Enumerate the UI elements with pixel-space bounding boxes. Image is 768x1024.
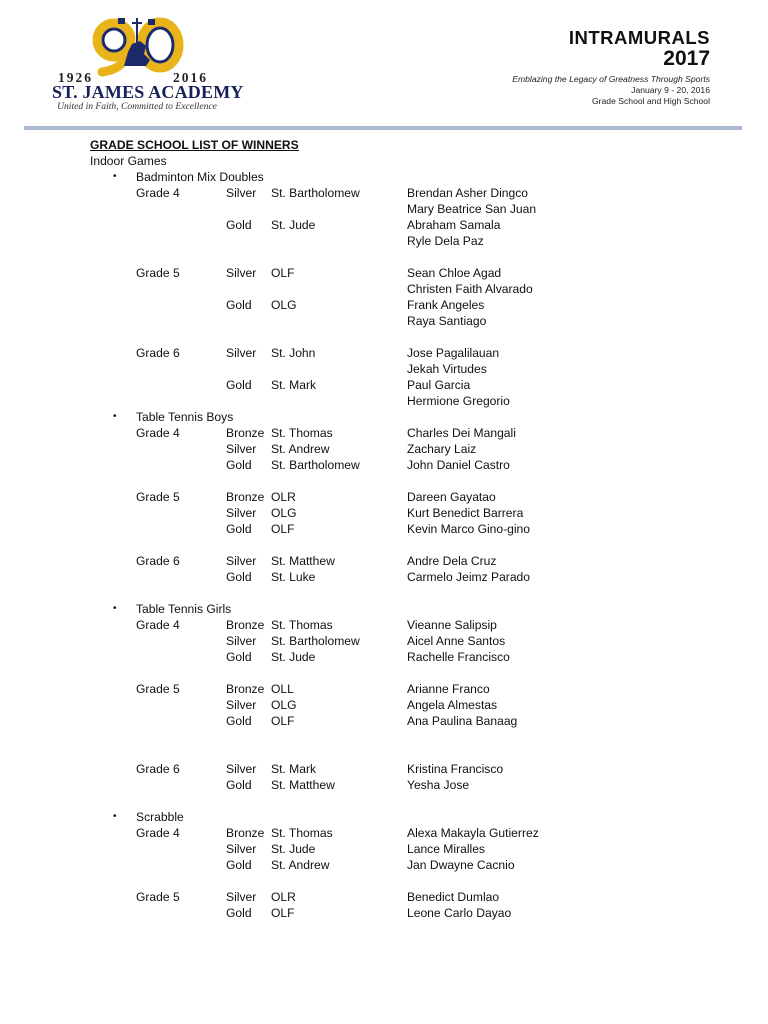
player-name: Ryle Dela Paz [407, 234, 484, 248]
result-row [0, 313, 768, 329]
bullet-icon: • [113, 811, 117, 822]
medal: Bronze [226, 826, 265, 840]
team: St. Thomas [271, 618, 333, 632]
player-name: Charles Dei Mangali [407, 426, 516, 440]
spacer [0, 729, 768, 761]
event-tagline: Emblazing the Legacy of Greatness Through Sports [512, 74, 710, 84]
player-name: Jan Dwayne Cacnio [407, 858, 515, 872]
player-name: John Daniel Castro [407, 458, 510, 472]
team: OLG [271, 298, 297, 312]
result-row [0, 361, 768, 377]
player-name: Angela Almestas [407, 698, 498, 712]
team: OLF [271, 522, 295, 536]
result-row [0, 185, 768, 201]
event-dates: January 9 - 20, 2016 [631, 85, 710, 95]
spacer [0, 473, 768, 489]
medal: Silver [226, 762, 257, 776]
team: St. Jude [271, 218, 316, 232]
player-name: Dareen Gayatao [407, 490, 496, 504]
team: St. Mark [271, 762, 317, 776]
grade-label: Grade 5 [136, 490, 180, 504]
grade-label: Grade 4 [136, 618, 180, 632]
medal: Gold [226, 858, 252, 872]
medal: Gold [226, 298, 252, 312]
team: OLF [271, 714, 295, 728]
player-name: Kristina Francisco [407, 762, 504, 776]
category-label: Indoor Games [90, 154, 167, 168]
medal: Silver [226, 346, 257, 360]
result-row [0, 217, 768, 233]
result-row [0, 521, 768, 537]
result-row [0, 377, 768, 393]
team: OLR [271, 890, 296, 904]
result-row [0, 457, 768, 473]
result-row [0, 889, 768, 905]
result-row [0, 345, 768, 361]
spacer [0, 329, 768, 345]
medal: Silver [226, 634, 257, 648]
category-line [0, 153, 768, 169]
event-heading [0, 169, 768, 185]
spacer [0, 537, 768, 553]
team: OLF [271, 266, 295, 280]
medal: Gold [226, 714, 252, 728]
result-row [0, 905, 768, 921]
page-header [0, 0, 768, 126]
player-name: Jekah Virtudes [407, 362, 487, 376]
logo-school-name: ST. JAMES ACADEMY [52, 82, 244, 102]
medal: Bronze [226, 426, 265, 440]
medal: Silver [226, 186, 257, 200]
event-info [512, 28, 710, 107]
team: St. Matthew [271, 554, 335, 568]
result-row [0, 825, 768, 841]
medal: Bronze [226, 490, 265, 504]
result-row [0, 441, 768, 457]
event-name: Scrabble [136, 810, 184, 824]
doc-title-line [0, 137, 768, 153]
medal: Gold [226, 218, 252, 232]
player-name: Leone Carlo Dayao [407, 906, 512, 920]
result-row [0, 681, 768, 697]
header-divider [24, 126, 742, 130]
player-name: Lance Miralles [407, 842, 485, 856]
event-heading [0, 601, 768, 617]
grade-label: Grade 6 [136, 554, 180, 568]
grade-label: Grade 5 [136, 682, 180, 696]
team: OLR [271, 490, 296, 504]
team: St. Mark [271, 378, 317, 392]
grade-label: Grade 6 [136, 346, 180, 360]
grade-label: Grade 4 [136, 186, 180, 200]
player-name: Sean Chloe Agad [407, 266, 502, 280]
medal: Silver [226, 266, 257, 280]
event-name: Table Tennis Boys [136, 410, 234, 424]
result-row [0, 617, 768, 633]
player-name: Brendan Asher Dingco [407, 186, 529, 200]
grade-label: Grade 5 [136, 266, 180, 280]
team: OLG [271, 506, 297, 520]
result-row [0, 777, 768, 793]
player-name: Carmelo Jeimz Parado [407, 570, 530, 584]
player-name: Vieanne Salipsip [407, 618, 497, 632]
player-name: Zachary Laiz [407, 442, 477, 456]
player-name: Kurt Benedict Barrera [407, 506, 524, 520]
spacer [0, 873, 768, 889]
team: OLG [271, 698, 297, 712]
result-row [0, 233, 768, 249]
player-name: Mary Beatrice San Juan [407, 202, 537, 216]
result-row [0, 761, 768, 777]
grade-label: Grade 5 [136, 890, 180, 904]
player-name: Paul Garcia [407, 378, 471, 392]
medal: Silver [226, 506, 257, 520]
spacer [0, 249, 768, 265]
player-name: Ana Paulina Banaag [407, 714, 518, 728]
logo-year-end: 2016 [173, 70, 208, 85]
team: St. Bartholomew [271, 458, 360, 472]
player-name: Alexa Makayla Gutierrez [407, 826, 539, 840]
player-name: Jose Pagalilauan [407, 346, 500, 360]
logo-motto: United in Faith, Committed to Excellence [57, 101, 217, 112]
team: St. Matthew [271, 778, 335, 792]
player-name: Hermione Gregorio [407, 394, 510, 408]
player-name: Raya Santiago [407, 314, 487, 328]
result-row [0, 425, 768, 441]
doc-title: GRADE SCHOOL LIST OF WINNERS [90, 138, 299, 152]
team: St. Thomas [271, 826, 333, 840]
result-row [0, 281, 768, 297]
result-row [0, 393, 768, 409]
grade-label: Grade 6 [136, 762, 180, 776]
medal: Gold [226, 522, 252, 536]
bullet-icon: • [113, 603, 117, 614]
result-row [0, 569, 768, 585]
medal: Bronze [226, 618, 265, 632]
school-logo [32, 14, 242, 116]
player-name: Andre Dela Cruz [407, 554, 497, 568]
winners-list [0, 137, 768, 921]
medal: Gold [226, 778, 252, 792]
medal: Silver [226, 442, 257, 456]
event-heading [0, 409, 768, 425]
team: St. Thomas [271, 426, 333, 440]
medal: Silver [226, 842, 257, 856]
logo-year-start: 1926 [58, 70, 93, 85]
player-name: Arianne Franco [407, 682, 490, 696]
player-name: Benedict Dumlao [407, 890, 500, 904]
result-row [0, 201, 768, 217]
result-row [0, 505, 768, 521]
player-name: Abraham Samala [407, 218, 501, 232]
result-row [0, 857, 768, 873]
team: OLL [271, 682, 294, 696]
event-heading [0, 809, 768, 825]
team: St. Andrew [271, 858, 330, 872]
event-name: Table Tennis Girls [136, 602, 232, 616]
medal: Silver [226, 890, 257, 904]
team: St. Jude [271, 842, 316, 856]
medal: Gold [226, 650, 252, 664]
team: St. John [271, 346, 316, 360]
result-row [0, 297, 768, 313]
result-row [0, 633, 768, 649]
result-row [0, 713, 768, 729]
medal: Gold [226, 570, 252, 584]
medal: Silver [226, 554, 257, 568]
medal: Gold [226, 458, 252, 472]
result-row [0, 489, 768, 505]
spacer [0, 793, 768, 809]
medal: Silver [226, 698, 257, 712]
bullet-icon: • [113, 171, 117, 182]
bullet-icon: • [113, 411, 117, 422]
medal: Gold [226, 378, 252, 392]
player-name: Rachelle Francisco [407, 650, 510, 664]
event-name: Badminton Mix Doubles [136, 170, 264, 184]
player-name: Aicel Anne Santos [407, 634, 506, 648]
spacer [0, 585, 768, 601]
event-year: 2017 [663, 47, 710, 70]
grade-label: Grade 4 [136, 826, 180, 840]
spacer [0, 665, 768, 681]
team: St. Luke [271, 570, 316, 584]
team: St. Andrew [271, 442, 330, 456]
team: St. Bartholomew [271, 186, 360, 200]
player-name: Yesha Jose [407, 778, 470, 792]
result-row [0, 649, 768, 665]
team: OLF [271, 906, 295, 920]
result-row [0, 553, 768, 569]
event-title: INTRAMURALS [568, 27, 710, 48]
result-row [0, 265, 768, 281]
player-name: Christen Faith Alvarado [407, 282, 533, 296]
result-row [0, 841, 768, 857]
grade-label: Grade 4 [136, 426, 180, 440]
player-name: Frank Angeles [407, 298, 485, 312]
event-levels: Grade School and High School [591, 96, 710, 106]
result-row [0, 697, 768, 713]
team: St. Bartholomew [271, 634, 360, 648]
medal: Gold [226, 906, 252, 920]
player-name: Kevin Marco Gino-gino [407, 522, 531, 536]
medal: Bronze [226, 682, 265, 696]
team: St. Jude [271, 650, 316, 664]
